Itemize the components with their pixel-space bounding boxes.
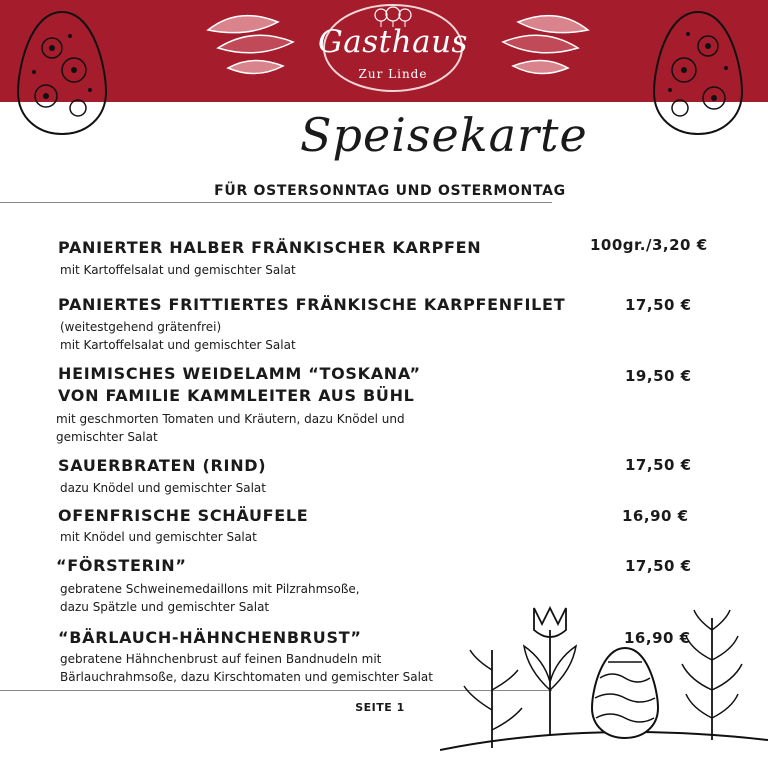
logo-subtitle: Zur Linde [358, 67, 428, 81]
menu-item-price: 100gr./3,20 € [590, 236, 708, 254]
spring-flowers-egg-icon [440, 590, 768, 768]
menu-subtitle: FÜR OSTERSONNTAG UND OSTERMONTAG [214, 183, 566, 199]
menu-item-price: 17,50 € [625, 557, 692, 575]
menu-item-title: OFENFRISCHE SCHÄUFELE [58, 506, 309, 525]
menu-item-title: “BÄRLAUCH-HÄHNCHENBRUST” [58, 628, 362, 647]
menu-item-title: SAUERBRATEN (RIND) [58, 456, 267, 475]
menu-item-price: 17,50 € [625, 456, 692, 474]
menu-item-title: HEIMISCHES WEIDELAMM “TOSKANA” [58, 364, 421, 383]
menu-item-price: 16,90 € [622, 507, 689, 525]
menu-item-title: PANIERTES FRITTIERTES FRÄNKISCHE KARPFENFILET [58, 295, 566, 314]
divider-top [0, 202, 552, 203]
menu-item-price: 19,50 € [625, 367, 692, 385]
logo-name: Gasthaus [318, 24, 468, 60]
menu-item-desc-line2: dazu Spätzle und gemischter Salat [60, 600, 270, 614]
menu-item-desc: mit geschmorten Tomaten und Kräutern, dazu Knödel und [56, 412, 405, 426]
leaves-left-icon [198, 8, 298, 88]
easter-egg-left-icon [12, 8, 112, 138]
page-number: SEITE 1 [355, 701, 405, 714]
menu-item-desc-line2: gemischter Salat [56, 430, 158, 444]
menu-item-desc-line2: Bärlauchrahmsoße, dazu Kirschtomaten und gemischter Salat [60, 670, 433, 684]
menu-item-desc: gebratene Hähnchenbrust auf feinen Bandnudeln mit [60, 652, 382, 666]
menu-item-desc: dazu Knödel und gemischter Salat [60, 481, 266, 495]
menu-item-desc: gebratene Schweinemedaillons mit Pilzrahmsoße, [60, 582, 360, 596]
menu-title: Speisekarte [300, 108, 588, 162]
menu-item-title: “FÖRSTERIN” [56, 556, 187, 575]
menu-item-desc: mit Kartoffelsalat und gemischter Salat [60, 263, 296, 277]
menu-item-desc: mit Knödel und gemischter Salat [60, 530, 257, 544]
menu-item-desc: mit Kartoffelsalat und gemischter Salat [60, 338, 296, 352]
easter-egg-right-icon [648, 8, 748, 138]
menu-item-title-line2: VON FAMILIE KAMMLEITER AUS BÜHL [58, 386, 415, 405]
menu-item-price: 17,50 € [625, 296, 692, 314]
menu-item-title: PANIERTER HALBER FRÄNKISCHER KARPFEN [58, 238, 482, 257]
menu-item-note: (weitestgehend grätenfrei) [60, 320, 222, 334]
leaves-right-icon [498, 8, 598, 88]
menu-item-price: 16,90 € [624, 629, 691, 647]
